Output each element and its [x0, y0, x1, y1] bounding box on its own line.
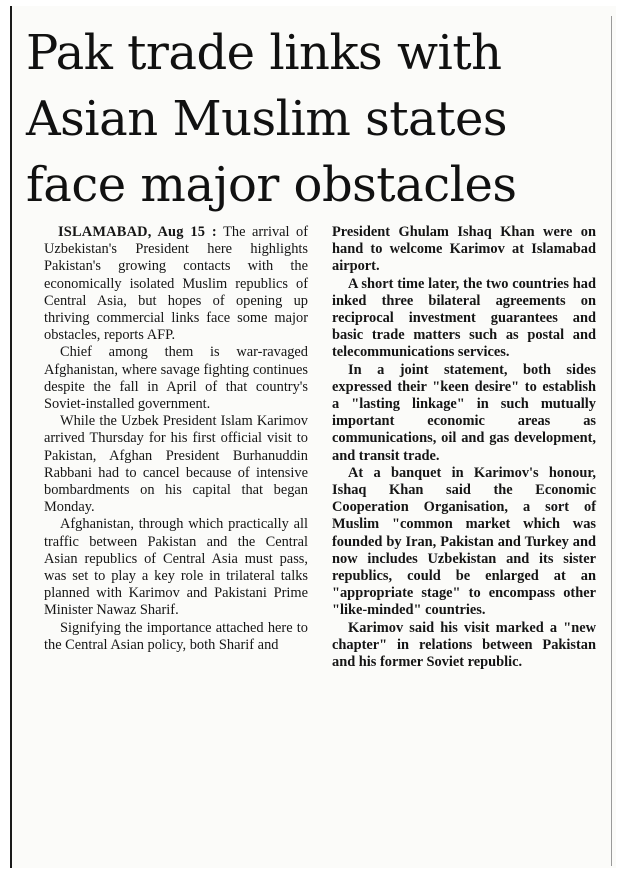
article-paragraph: While the Uzbek President Islam Karimov arrived Thursday for his first official visit to Pakistan, Afghan President Burhanuddin Rabbani had to cancel because of intensive bombardments on his capital that began Monday. — [44, 413, 308, 516]
newspaper-clipping — [10, 6, 616, 868]
headline-line-3: face major obstacles — [26, 157, 517, 213]
dateline: ISLAMABAD, Aug 15 : — [58, 224, 217, 240]
article-paragraph: In a joint statement, both sides expressed their "keen desire" to establish a "lasting linkage" in such mutually important economic areas as communications, oil and gas development, and transit trade. — [332, 361, 596, 464]
article-paragraph: A short time later, the two countries had inked three bilateral agreements on reciprocal investment guarantees and basic trade matters such as postal and telecommunications services. — [332, 275, 596, 361]
headline-line-1: Pak trade links with — [26, 25, 502, 81]
article-column-left — [44, 224, 308, 671]
headline — [26, 20, 614, 218]
article-paragraph: President Ghulam Ishaq Khan were on hand to welcome Karimov at Islamabad airport. — [332, 224, 596, 275]
headline-line-2: Asian Muslim states — [26, 91, 507, 147]
article-paragraph: At a banquet in Karimov's honour, Ishaq Khan said the Economic Cooperation Organisation, a sort of Muslim "common market which was founded by Iran, Pakistan and Turkey and now includes Uzbekistan and its sister republics, could be enlarged at an "appropriate stage" to encompass other "like-minded" countries. — [332, 464, 596, 619]
article-column-right — [332, 224, 596, 671]
article-paragraph: ISLAMABAD, Aug 15 : The arrival of Uzbekistan's President here highlights Pakistan's growing contacts with the economically isolated Muslim republics of Central Asia, but hopes of opening up thriving commercial links face some major obstacles, reports AFP. — [44, 224, 309, 344]
article-paragraph: Afghanistan, through which practically all traffic between Pakistan and the Central Asian republics of Central Asia must pass, was set to play a key role in trilateral talks planned with Karimov and Pakistani Prime Minister Nawaz Sharif. — [44, 516, 308, 619]
article-paragraph: Chief among them is war-ravaged Afghanistan, where savage fighting continues despite the fall in April of that country's Soviet-installed government. — [44, 344, 308, 413]
article-body — [44, 224, 596, 671]
article-paragraph: Signifying the importance attached here to the Central Asian policy, both Sharif and — [44, 619, 308, 653]
article-paragraph: Karimov said his visit marked a "new chapter" in relations between Pakistan and his former Soviet republic. — [332, 619, 596, 671]
